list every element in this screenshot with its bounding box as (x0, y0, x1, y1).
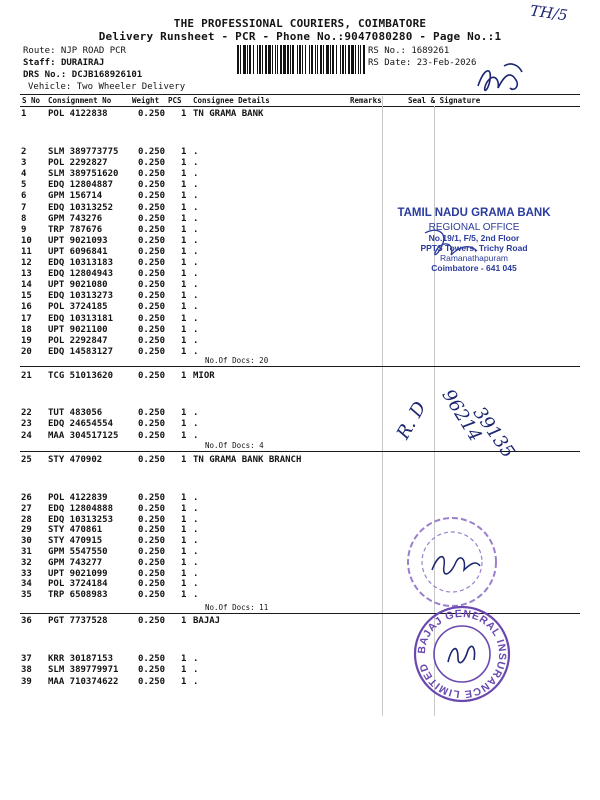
drs-line (23, 70, 142, 80)
consignment-cell: SLM 389773775 (48, 147, 119, 157)
table-row (0, 547, 600, 558)
weight-cell: 0.250 (138, 180, 166, 191)
sno-cell: 16 (21, 302, 32, 313)
round-seal-icon (404, 514, 500, 610)
pcs-cell: 1 (181, 280, 187, 291)
consignment-cell: STY 470861 (48, 525, 103, 536)
runsheet-subtitle: Delivery Runsheet - PCR - Phone No.:9047080280 - Page No.:1 (98, 30, 502, 43)
continuation-mark: . (193, 590, 199, 601)
continuation-mark: . (193, 302, 199, 313)
continuation-mark: . (193, 430, 199, 441)
header-bottom-rule (20, 106, 580, 107)
consignment-cell: EDQ 24654554 (48, 419, 114, 430)
continuation-mark: . (193, 557, 199, 568)
weight-cell: 0.250 (138, 280, 166, 291)
consignment-cell: GPM 743277 (48, 557, 103, 568)
receiver-name-handwriting: R. D (392, 398, 431, 443)
continuation-mark: . (193, 665, 199, 676)
weight-cell: 0.250 (138, 579, 166, 590)
continuation-mark: . (193, 536, 199, 547)
continuation-mark: . (193, 408, 199, 418)
pcs-cell: 1 (181, 568, 187, 579)
weight-cell: 0.250 (138, 224, 166, 235)
consignment-cell: POL 3724184 (48, 579, 108, 590)
pcs-cell: 1 (181, 514, 187, 525)
table-row: 1 POL 4122838 0.250 1 TN GRAMA BANK (21, 109, 264, 119)
sno-cell: 27 (21, 503, 32, 514)
continuation-mark: . (193, 335, 199, 346)
consignee-name: MIOR (193, 371, 215, 381)
consignment-cell: SLM 389751620 (48, 169, 119, 180)
table-row (0, 336, 600, 347)
corner-handwritten-note: TH/5 (528, 1, 569, 25)
continuation-mark: . (193, 191, 199, 202)
route-label: Route: NJP ROAD PCR (23, 46, 126, 56)
tn-bank-regional-stamp: TAMIL NADU GRAMA BANK REGIONAL OFFICE No.19/1, F/5, 2nd Floor PPTS Towers, Trichy Road Ramanathapuram Coimbatore - 641 045 (397, 207, 551, 273)
weight-cell: 0.250 (138, 269, 166, 280)
pcs-cell: 1 (181, 346, 187, 357)
sno-cell: 29 (21, 525, 32, 536)
col-consignee: Consignee Details (193, 96, 270, 105)
drs-number: DCJB168926101 (71, 70, 143, 80)
pcs-cell: 1 (181, 313, 187, 324)
weight-cell: 0.250 (138, 235, 166, 246)
consignment-cell: EDQ 10313273 (48, 291, 114, 302)
sno-cell: 23 (21, 419, 32, 430)
vehicle-label: Vehicle: Two Wheeler Delivery (28, 82, 186, 92)
consignment-cell: KRR 30187153 (48, 654, 114, 664)
staff-label: Staff: (23, 58, 56, 68)
sno-cell: 12 (21, 258, 32, 268)
weight-cell: 0.250 (138, 346, 166, 357)
continuation-mark: . (193, 213, 199, 224)
continuation-mark: . (193, 147, 199, 157)
weight-cell: 0.250 (138, 335, 166, 346)
pcs-cell: 1 (181, 158, 187, 169)
sno-cell: 20 (21, 346, 32, 357)
table-row (0, 515, 600, 526)
docs-count: No.Of Docs: 11 (205, 603, 269, 612)
sno-cell: 30 (21, 536, 32, 547)
sno-cell: 2 (21, 147, 27, 157)
weight-cell: 0.250 (138, 590, 166, 601)
sno-cell: 18 (21, 324, 32, 335)
sno-cell: 9 (21, 224, 27, 235)
sno-cell: 35 (21, 590, 32, 601)
runsheet-company-title: THE PROFESSIONAL COURIERS, COIMBATORE (173, 17, 427, 30)
table-row (0, 347, 600, 358)
pcs-cell: 1 (181, 676, 187, 687)
sno-cell: 24 (21, 430, 32, 441)
receiver-phone-handwriting-b: 39135 (468, 403, 519, 462)
weight-cell: 0.250 (138, 503, 166, 514)
consignment-cell: POL 4122839 (48, 493, 108, 503)
sno-cell: 34 (21, 579, 32, 590)
weight-cell: 0.250 (138, 568, 166, 579)
drs-label: DRS No.: (23, 70, 67, 80)
continuation-mark: . (193, 346, 199, 357)
consignment-cell: EDQ 12804887 (48, 180, 114, 191)
sno-cell: 33 (21, 568, 32, 579)
pcs-cell: 1 (181, 503, 187, 514)
col-sno: S No (22, 96, 41, 105)
table-row (0, 314, 600, 325)
consignment-cell: EDQ 10313252 (48, 202, 114, 213)
docs-count: No.Of Docs: 20 (205, 356, 269, 365)
tn-bank-signature-icon (395, 225, 495, 280)
consignee-name: TN GRAMA BANK (193, 109, 264, 119)
sno-cell: 32 (21, 557, 32, 568)
bajaj-seal-ring-text: BAJAJ GENERAL INSURANCE LIMITED (415, 607, 509, 701)
weight-cell: 0.250 (138, 258, 166, 268)
weight-cell: 0.250 (138, 313, 166, 324)
table-row (0, 147, 600, 158)
weight-cell: 0.250 (138, 557, 166, 568)
sno-cell: 17 (21, 313, 32, 324)
weight-cell: 0.250 (138, 514, 166, 525)
continuation-mark: . (193, 525, 199, 536)
consignment-cell: UPT 9021093 (48, 235, 108, 246)
sno-cell: 22 (21, 408, 32, 418)
table-row (0, 325, 600, 336)
weight-cell: 0.250 (138, 676, 166, 687)
weight-cell: 0.250 (138, 547, 166, 557)
sno-cell: 37 (21, 654, 32, 664)
pcs-cell: 1 (181, 335, 187, 346)
col-weight: Weight (132, 96, 160, 105)
table-row (0, 493, 600, 504)
consignment-cell: POL 3724185 (48, 302, 108, 313)
table-row (0, 291, 600, 302)
consignment-cell: GPM 156714 (48, 191, 103, 202)
continuation-mark: . (193, 202, 199, 213)
col-pcs: PCS (168, 96, 182, 105)
consignment-cell: EDQ 10313183 (48, 258, 114, 268)
sno-cell: 31 (21, 547, 32, 557)
consignment-cell: GPM 5547550 (48, 547, 108, 557)
staff-name: DURAIRAJ (60, 58, 105, 68)
continuation-mark: . (193, 313, 199, 324)
weight-cell: 0.250 (138, 408, 166, 418)
table-row: 36 PGT 7737528 0.250 1 BAJAJ (21, 616, 221, 626)
sno-cell: 26 (21, 493, 32, 503)
table-row (0, 191, 600, 202)
continuation-mark: . (193, 568, 199, 579)
column-header-row (0, 96, 600, 106)
consignment-cell: UPT 9021080 (48, 280, 108, 291)
consignee-name: TN GRAMA BANK BRANCH (193, 455, 302, 465)
sno-cell: 11 (21, 246, 32, 257)
header-top-rule (20, 94, 580, 95)
pcs-cell: 1 (181, 269, 187, 280)
sno-cell: 4 (21, 169, 27, 180)
group-divider (20, 366, 580, 367)
continuation-mark: . (193, 547, 199, 557)
weight-cell: 0.250 (138, 291, 166, 302)
pcs-cell: 1 (181, 180, 187, 191)
pcs-cell: 1 (181, 258, 187, 268)
table-row (0, 158, 600, 169)
pcs-cell: 1 (181, 557, 187, 568)
continuation-mark: . (193, 224, 199, 235)
barcode-graphic (237, 45, 365, 74)
continuation-mark: . (193, 324, 199, 335)
weight-cell: 0.250 (138, 654, 166, 664)
sno-cell: 3 (21, 158, 27, 169)
col-seal: Seal & Signature (408, 96, 481, 105)
pcs-cell: 1 (181, 324, 187, 335)
pcs-cell: 1 (181, 547, 187, 557)
sno-cell: 8 (21, 213, 27, 224)
sno-cell: 13 (21, 269, 32, 280)
consignment-cell: EDQ 12804888 (48, 503, 114, 514)
continuation-mark: . (193, 676, 199, 687)
weight-cell: 0.250 (138, 665, 166, 676)
pcs-cell: 1 (181, 493, 187, 503)
consignment-cell: GPM 743276 (48, 213, 103, 224)
continuation-mark: . (193, 419, 199, 430)
col-remarks: Remarks (350, 96, 382, 105)
continuation-mark: . (193, 503, 199, 514)
pcs-cell: 1 (181, 202, 187, 213)
consignment-cell: TRP 787676 (48, 224, 103, 235)
consignment-cell: UPT 6096841 (48, 246, 108, 257)
consignment-cell: POL 2292847 (48, 335, 108, 346)
pcs-cell: 1 (181, 147, 187, 157)
table-row (0, 579, 600, 590)
consignment-cell: POL 2292827 (48, 158, 108, 169)
consignment-cell: EDQ 10313181 (48, 313, 114, 324)
staff-line (23, 58, 104, 68)
table-row: 25 STY 470902 0.250 1 TN GRAMA BANK BRANCH (21, 455, 302, 465)
continuation-mark: . (193, 258, 199, 268)
table-row (0, 302, 600, 313)
table-row (0, 180, 600, 191)
sno-cell: 15 (21, 291, 32, 302)
pcs-cell: 1 (181, 590, 187, 601)
pcs-cell: 1 (181, 408, 187, 418)
consignment-cell: MAA 710374622 (48, 676, 119, 687)
sno-cell: 38 (21, 665, 32, 676)
sno-cell: 7 (21, 202, 27, 213)
consignment-cell: UPT 9021099 (48, 568, 108, 579)
sno-cell: 19 (21, 335, 32, 346)
rs-date: RS Date: 23-Feb-2026 (368, 58, 477, 68)
consignment-cell: TUT 483056 (48, 408, 103, 418)
svg-text:BAJAJ GENERAL INSURANCE LIMITE (416, 608, 508, 700)
weight-cell: 0.250 (138, 147, 166, 157)
weight-cell: 0.250 (138, 536, 166, 547)
table-row: 21 TCG 51013620 0.250 1 MIOR (21, 371, 215, 381)
consignment-cell: EDQ 14583127 (48, 346, 114, 357)
weight-cell: 0.250 (138, 158, 166, 169)
table-row (0, 419, 600, 430)
pcs-cell: 1 (181, 654, 187, 664)
docs-count: No.Of Docs: 4 (205, 441, 264, 450)
weight-cell: 0.250 (138, 430, 166, 441)
col-consignment: Consignment No (48, 96, 112, 105)
consignment-cell: EDQ 10313253 (48, 514, 114, 525)
continuation-mark: . (193, 158, 199, 169)
table-row (0, 558, 600, 569)
weight-cell: 0.250 (138, 302, 166, 313)
pcs-cell: 1 (181, 213, 187, 224)
weight-cell: 0.250 (138, 246, 166, 257)
continuation-mark: . (193, 493, 199, 503)
pcs-cell: 1 (181, 169, 187, 180)
continuation-mark: . (193, 280, 199, 291)
table-row (0, 280, 600, 291)
pcs-cell: 1 (181, 191, 187, 202)
sno-cell: 5 (21, 180, 27, 191)
weight-cell: 0.250 (138, 525, 166, 536)
pcs-cell: 1 (181, 665, 187, 676)
pcs-cell: 1 (181, 302, 187, 313)
pcs-cell: 1 (181, 291, 187, 302)
sno-cell: 28 (21, 514, 32, 525)
continuation-mark: . (193, 235, 199, 246)
continuation-mark: . (193, 269, 199, 280)
pcs-cell: 1 (181, 419, 187, 430)
table-row (0, 569, 600, 580)
sno-cell: 6 (21, 191, 27, 202)
weight-cell: 0.250 (138, 169, 166, 180)
consignment-cell: STY 470915 (48, 536, 103, 547)
sno-cell: 10 (21, 235, 32, 246)
pcs-cell: 1 (181, 525, 187, 536)
weight-cell: 0.250 (138, 419, 166, 430)
pcs-cell: 1 (181, 235, 187, 246)
weight-cell: 0.250 (138, 202, 166, 213)
consignment-cell: UPT 9021100 (48, 324, 108, 335)
table-row (0, 504, 600, 515)
continuation-mark: . (193, 579, 199, 590)
table-row (0, 525, 600, 536)
consignment-cell: EDQ 12804943 (48, 269, 114, 280)
continuation-mark: . (193, 180, 199, 191)
sno-cell: 14 (21, 280, 32, 291)
pcs-cell: 1 (181, 224, 187, 235)
consignment-cell: MAA 304517125 (48, 430, 119, 441)
rs-number: RS No.: 1689261 (368, 46, 450, 56)
pcs-cell: 1 (181, 536, 187, 547)
bajaj-insurance-seal-icon (412, 604, 512, 704)
weight-cell: 0.250 (138, 213, 166, 224)
weight-cell: 0.250 (138, 324, 166, 335)
consignee-name: BAJAJ (193, 616, 221, 626)
consignment-cell: TRP 6508983 (48, 590, 108, 601)
continuation-mark: . (193, 514, 199, 525)
continuation-mark: . (193, 291, 199, 302)
table-row (0, 408, 600, 419)
continuation-mark: . (193, 246, 199, 257)
weight-cell: 0.250 (138, 191, 166, 202)
pcs-cell: 1 (181, 246, 187, 257)
weight-cell: 0.250 (138, 493, 166, 503)
table-row (0, 590, 600, 601)
sno-cell: 39 (21, 676, 32, 687)
continuation-mark: . (193, 169, 199, 180)
continuation-mark: . (193, 654, 199, 664)
receiver-phone-handwriting-a: 96214 (437, 385, 486, 446)
table-row (0, 169, 600, 180)
pcs-cell: 1 (181, 430, 187, 441)
table-row (0, 536, 600, 547)
pcs-cell: 1 (181, 579, 187, 590)
consignment-cell: SLM 389779971 (48, 665, 119, 676)
